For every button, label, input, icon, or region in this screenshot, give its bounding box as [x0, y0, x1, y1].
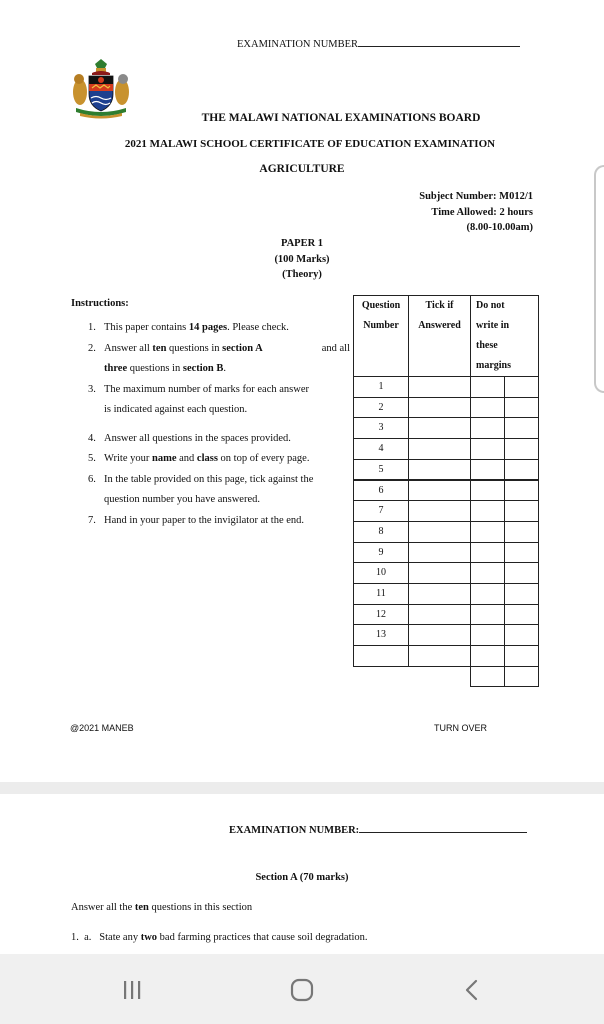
question-1a: 1. a. State any two bad farming practices that cause soil degradation.	[71, 932, 368, 943]
footer-turn-over: TURN OVER	[434, 723, 488, 733]
instruction-item: 1. This paper contains 14 pages. Please check.	[88, 322, 289, 333]
margin-cell-a	[470, 438, 505, 460]
exam-number-label: EXAMINATION NUMBER	[237, 39, 359, 50]
tick-cell[interactable]	[408, 562, 471, 584]
tick-cell[interactable]	[408, 480, 471, 502]
question-number-cell: 2	[353, 397, 409, 419]
section-heading: Section A (70 marks)	[255, 872, 349, 883]
margin-cell-b	[504, 480, 539, 502]
question-number-cell: 13	[353, 624, 409, 646]
margin-cell-a	[470, 604, 505, 626]
tick-cell[interactable]	[408, 459, 471, 481]
question-number-cell: 5	[353, 459, 409, 481]
instruction-item: 3. The maximum number of marks for each answer is indicated against each question.	[88, 383, 309, 415]
question-number-cell: 6	[353, 480, 409, 502]
exam-number-field-2	[229, 822, 527, 836]
subject-number: M012/1	[499, 191, 533, 202]
margin-cell-b	[504, 417, 539, 439]
recent-apps-icon	[121, 979, 143, 1001]
tick-cell[interactable]	[408, 417, 471, 439]
margin-cell-b	[504, 604, 539, 626]
paper-marks: (100 Marks)	[274, 253, 330, 265]
recent-apps-button[interactable]	[112, 972, 152, 1008]
subject-meta	[380, 189, 533, 236]
time-allowed: 2 hours	[499, 206, 533, 218]
back-icon	[461, 979, 483, 1001]
margin-cell-a	[470, 397, 505, 419]
time-range: (8.00-10.00am)	[466, 222, 533, 233]
instruction-item: 2. Answer all ten questions in section A and all three questions in section B.	[88, 342, 350, 374]
margin-cell-a	[470, 666, 505, 688]
question-number-cell: 10	[353, 562, 409, 584]
tick-cell[interactable]	[408, 438, 471, 460]
subject-title: AGRICULTURE	[259, 163, 345, 175]
question-number-cell: 8	[353, 521, 409, 543]
paper-type: (Theory)	[282, 269, 322, 280]
tick-cell[interactable]	[408, 645, 471, 667]
question-number-cell: 9	[353, 542, 409, 564]
instructions-heading: Instructions:	[71, 298, 129, 309]
tick-cell[interactable]	[408, 500, 471, 522]
exam-title: 2021 MALAWI SCHOOL CERTIFICATE OF EDUCATION EXAMINATION	[124, 138, 496, 150]
margin-cell-a	[470, 459, 505, 481]
tick-cell[interactable]	[408, 542, 471, 564]
margin-cell-a	[470, 500, 505, 522]
paper-info	[200, 236, 404, 283]
margin-cell-b	[504, 397, 539, 419]
paper-label: PAPER 1	[280, 238, 324, 249]
system-navigation-bar	[0, 954, 604, 1024]
margin-cell-a	[470, 645, 505, 667]
section-instruction: Answer all the ten questions in this section	[71, 902, 253, 913]
margin-header: Do not write in these margins	[470, 295, 539, 377]
margin-cell-b	[504, 376, 539, 398]
margin-cell-a	[470, 562, 505, 584]
margin-cell-b	[504, 459, 539, 481]
question-number-cell: 3	[353, 417, 409, 439]
time-allowed-label: Time Allowed:	[431, 206, 497, 218]
margin-cell-b	[504, 542, 539, 564]
subject-number-label: Subject Number:	[419, 191, 497, 202]
margin-cell-b	[504, 562, 539, 584]
exam-number-field	[237, 36, 520, 50]
margin-cell-b	[504, 645, 539, 667]
tick-cell[interactable]	[408, 604, 471, 626]
page-separator	[0, 782, 604, 794]
tick-cell[interactable]	[408, 376, 471, 398]
question-number-cell: 12	[353, 604, 409, 626]
margin-cell-a	[470, 376, 505, 398]
tick-answered-header: Tick if Answered	[408, 295, 471, 377]
instruction-item: 7. Hand in your paper to the invigilator at the end.	[88, 514, 305, 526]
margin-cell-a	[470, 480, 505, 502]
instruction-item: 5. Write your name and class on top of every page.	[88, 453, 310, 464]
instruction-item: 6. In the table provided on this page, tick against the question number you have answered.	[88, 473, 314, 505]
scroll-indicator[interactable]	[594, 165, 604, 393]
board-title: THE MALAWI NATIONAL EXAMINATIONS BOARD	[201, 112, 481, 124]
margin-cell-b	[504, 583, 539, 605]
home-icon	[289, 977, 315, 1003]
home-button[interactable]	[282, 972, 322, 1008]
question-number-cell: 11	[353, 583, 409, 605]
tick-cell[interactable]	[408, 624, 471, 646]
document-page-2	[0, 794, 604, 954]
instruction-item: 4. Answer all questions in the spaces provided.	[88, 432, 291, 444]
exam-number-label: EXAMINATION NUMBER:	[229, 825, 360, 836]
margin-cell-a	[470, 624, 505, 646]
question-number-cell: 7	[353, 500, 409, 522]
question-number-cell	[353, 645, 409, 667]
tick-cell[interactable]	[408, 521, 471, 543]
margin-cell-a	[470, 542, 505, 564]
margin-cell-b	[504, 521, 539, 543]
question-number-header: Question Number	[353, 295, 409, 377]
margin-cell-a	[470, 417, 505, 439]
margin-cell-a	[470, 583, 505, 605]
question-number-cell: 1	[353, 376, 409, 398]
question-number-cell: 4	[353, 438, 409, 460]
tick-cell[interactable]	[408, 397, 471, 419]
footer-copyright: @2021 MANEB	[70, 723, 134, 733]
tick-cell[interactable]	[408, 583, 471, 605]
back-button[interactable]	[452, 972, 492, 1008]
exam-number-line	[358, 36, 520, 47]
exam-number-line	[359, 822, 527, 833]
instructions-list	[88, 318, 350, 531]
margin-cell-b	[504, 624, 539, 646]
margin-cell-b	[504, 666, 539, 688]
malawi-coat-of-arms-icon	[70, 58, 132, 120]
margin-cell-b	[504, 500, 539, 522]
margin-cell-a	[470, 521, 505, 543]
margin-cell-b	[504, 438, 539, 460]
